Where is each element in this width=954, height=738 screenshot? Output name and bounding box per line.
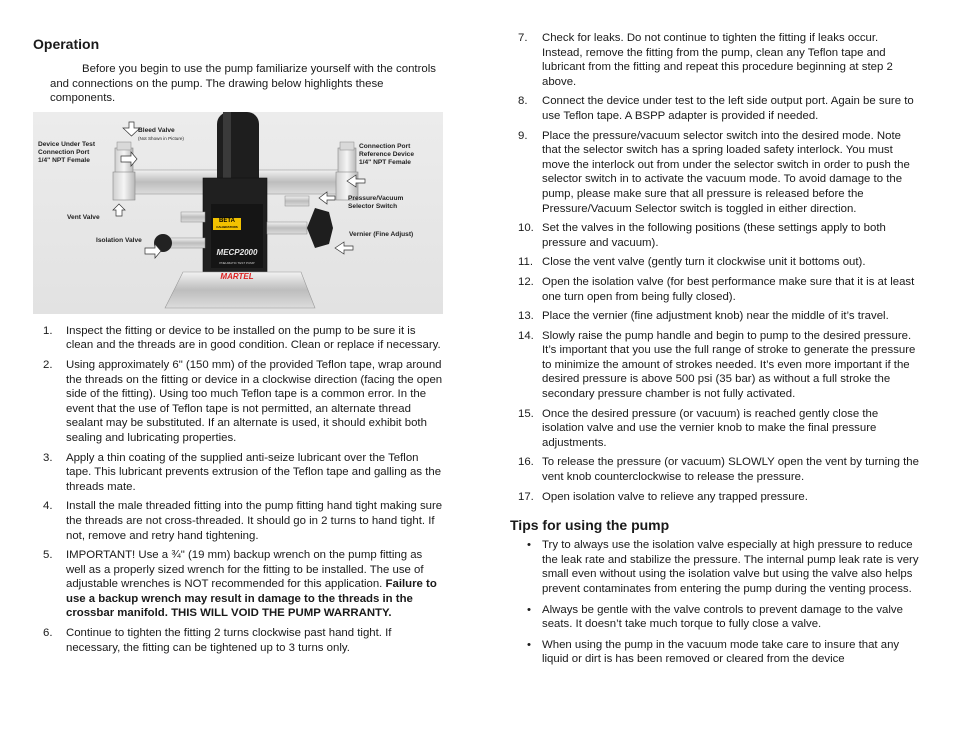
bullet-icon: •	[527, 539, 531, 552]
list-item	[33, 324, 443, 353]
callout-line: Pressure/Vacuum	[348, 194, 404, 202]
intro-paragraph: Before you begin to use the pump familiarize yourself with the controls and connections on the pump. The drawing below highlights these components.	[50, 63, 436, 105]
callout-line: Device Under Test	[38, 140, 96, 148]
callout-note: (Not Shown in Picture)	[138, 135, 184, 141]
step-text: Close the vent valve (gently turn it clockwise unit it bottoms out).	[542, 256, 866, 269]
list-item	[508, 538, 921, 596]
list-item	[508, 129, 921, 217]
list-item	[508, 275, 921, 304]
callout-bleed-valve	[138, 127, 184, 143]
step-text: IMPORTANT! Use a ¾" (19 mm) backup wrench on the pump fitting as well as a properly sized wrench for the fitting to be installed. The use of adjustable wrenches is NOT recommended for this application.	[66, 549, 424, 591]
callout-line: Reference Device	[359, 150, 414, 158]
list-item	[33, 626, 443, 655]
list-item	[508, 94, 921, 123]
step-text: To release the pressure (or vacuum) SLOWLY open the vent by turning the vent knob counterclockwise to release the pressure.	[542, 456, 919, 484]
step-warning: Failure to use a backup wrench may result in damage to the threads in the crossbar manifold. THIS WILL VOID THE PUMP WARRANTY.	[66, 578, 437, 620]
step-number: 14.	[518, 329, 534, 342]
tip-text: When using the pump in the vacuum mode take care to insure that any liquid or dirt is has been removed or cleared from the device	[542, 638, 900, 666]
step-number: 16.	[518, 456, 534, 469]
callout-line: Connection Port	[359, 142, 411, 150]
callout-line: Vent Valve	[67, 213, 100, 221]
step-text: Place the vernier (fine adjustment knob) near the middle of it’s travel.	[542, 310, 889, 323]
list-item	[33, 548, 443, 621]
step-text: Inspect the fitting or device to be installed on the pump to be sure it is clean and the threads are in good condition. Clean or replace if necessary.	[66, 324, 441, 352]
callout-device-under-test	[38, 141, 95, 165]
brand-logo: MARTEL	[220, 271, 254, 281]
steps-list-right	[508, 31, 921, 504]
list-item	[33, 451, 443, 495]
badge-beta-text: BETA	[219, 217, 235, 224]
bullet-icon: •	[527, 638, 531, 651]
list-item	[33, 358, 443, 446]
step-text: Open the isolation valve (for best performance make sure that it is at least one turn open from being fully closed).	[542, 275, 915, 303]
step-text: Open isolation valve to relieve any trapped pressure.	[542, 490, 808, 503]
badge-beta-sub: CALIBRATORS	[216, 224, 238, 229]
step-number: 2.	[43, 358, 53, 371]
step-text: Once the desired pressure (or vacuum) is reached gently close the isolation valve and use the vernier knob to make the final pressure adjustments.	[542, 407, 879, 449]
step-text: Slowly raise the pump handle and begin to pump to the desired pressure. It’s important that you use the full range of stroke to generate the pressure to minimize the amount of strokes needed. It’s even more important if the desired pressure is above 500 psi (35 bar) as without a full stroke the secondary pressure chamber is not fully activated.	[542, 329, 916, 401]
list-item	[508, 221, 921, 250]
step-number: 11.	[518, 256, 533, 269]
callout-isolation-valve	[96, 237, 142, 245]
list-item	[508, 490, 921, 505]
step-text: Check for leaks. Do not continue to tighten the fitting if leaks occur. Instead, remove the fitting from the pump, clean any Teflon tape and lubricant from the fitting and repeat this procedure beginning at step 2 above.	[542, 32, 893, 88]
step-number: 5.	[43, 549, 53, 562]
step-text: Using approximately 6" (150 mm) of the provided Teflon tape, wrap around the threads on the fitting or device in a clockwise direction (facing the open side of the fitting). Using too much Teflon tape is a common error. In the event that the use of Teflon tape is not permitted, an alternate thread sealant may be substituted. If an alternate is used, it should exhibit both sealing and lubricating properties.	[66, 358, 443, 444]
list-item	[508, 255, 921, 270]
list-item	[508, 407, 921, 451]
list-item	[508, 329, 921, 402]
step-text: Place the pressure/vacuum selector switch into the desired mode. Note that the selector switch has a spring loaded safety interlock. You must move the interlock out from under the selector switch in order to push the selector switch in to activate the vacuum mode. To avoid damage to the pump, please make sure that all pressure is released before the Pressure/Vacuum Selector switch is toggled in either direction.	[542, 129, 910, 215]
callout-line: Isolation Valve	[96, 236, 142, 244]
tips-list	[508, 538, 921, 667]
list-item	[508, 455, 921, 484]
badge-beta	[213, 218, 241, 230]
operation-heading: Operation	[33, 36, 100, 52]
step-number: 4.	[43, 500, 53, 513]
step-number: 6.	[43, 627, 53, 640]
callout-line: Selector Switch	[348, 202, 398, 210]
callout-vernier	[349, 231, 413, 239]
left-column	[33, 0, 443, 660]
step-text: Install the male threaded fitting into the pump fitting hand tight making sure the threads are not cross-threaded. It should go in 2 turns to hand tight. If not, remove and retry hand tightening.	[66, 500, 443, 542]
callout-line: 1/4" NPT Female	[38, 156, 90, 164]
step-text: Set the valves in the following positions (these settings apply to both pressure and vacuum).	[542, 222, 886, 249]
list-item	[508, 638, 921, 667]
step-number: 9.	[518, 129, 528, 142]
pump-model-label: MECP2000	[216, 247, 258, 257]
tip-text: Always be gentle with the valve controls to prevent damage to the valve seats. It doesn’t take much torque to fully close a valve.	[542, 603, 903, 631]
step-number: 7.	[518, 32, 528, 44]
callout-connection-port	[359, 143, 414, 167]
step-number: 1.	[43, 324, 53, 337]
list-item	[508, 603, 921, 632]
step-number: 15.	[518, 407, 534, 420]
list-item	[33, 499, 443, 543]
callout-line: Bleed Valve	[138, 126, 175, 134]
step-number: 12.	[518, 275, 534, 288]
list-item	[508, 31, 921, 89]
step-number: 8.	[518, 95, 528, 108]
step-number: 3.	[43, 451, 53, 464]
list-item	[508, 309, 921, 324]
callout-vent-valve	[67, 214, 100, 222]
callout-line: Connection Port	[38, 148, 90, 156]
right-column	[508, 0, 921, 673]
steps-list-left	[33, 324, 443, 655]
tip-text: Try to always use the isolation valve especially at high pressure to reduce the leak rate and stabilize the pressure. The internal pump leak rate is very small even without using the isolation valve but using the valve also helps prevent contaminates from entering the pump during the venting process.	[542, 539, 919, 595]
step-number: 10.	[518, 222, 534, 235]
callout-line: Vernier (Fine Adjust)	[349, 230, 414, 238]
tips-heading: Tips for using the pump	[510, 517, 670, 534]
bullet-icon: •	[527, 603, 531, 616]
step-text: Connect the device under test to the left side output port. Again be sure to use Teflon tape. A BSPP adapter is provided if needed.	[542, 95, 914, 122]
step-text: Apply a thin coating of the supplied anti-seize lubricant over the Teflon tape. This lubricant prevents extrusion of the Teflon tape and galling as the threads mate.	[66, 451, 442, 493]
callout-selector-switch	[348, 195, 403, 211]
step-number: 13.	[518, 310, 534, 323]
pump-figure	[33, 112, 443, 314]
step-text: Continue to tighten the fitting 2 turns clockwise past hand tight. If necessary, the fitting can be tightened up to 3 turns only.	[66, 627, 392, 654]
callout-line: 1/4" NPT Female	[359, 158, 411, 166]
step-number: 17.	[518, 490, 534, 503]
pump-model-sub: PNEUMATIC TEST PUMP	[219, 260, 255, 265]
